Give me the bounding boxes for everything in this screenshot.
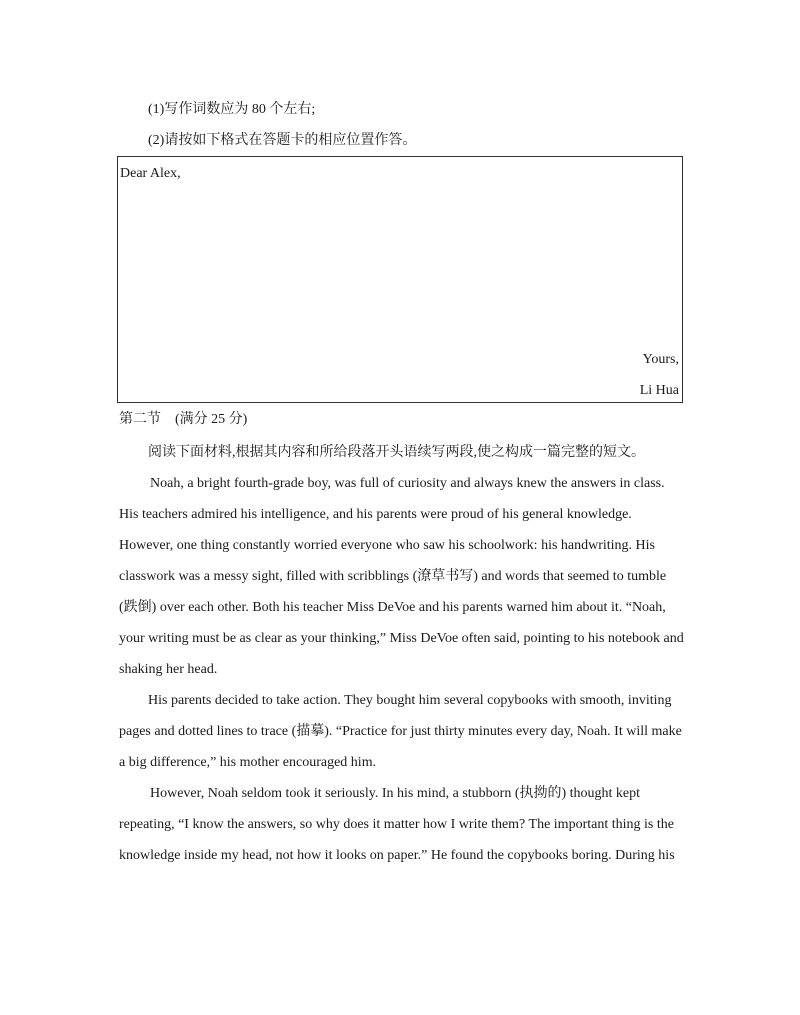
letter-greeting: Dear Alex, bbox=[120, 166, 181, 181]
requirement-format: (2)请按如下格式在答题卡的相应位置作答。 bbox=[148, 133, 417, 148]
story-line: a big difference,” his mother encouraged him. bbox=[119, 755, 377, 770]
story-line: His parents decided to take action. They bought him several copybooks with smooth, inviting bbox=[148, 693, 672, 708]
story-line: your writing must be as clear as your thinking,” Miss DeVoe often said, pointing to his notebook and bbox=[119, 631, 684, 646]
section-instruction: 阅读下面材料,根据其内容和所给段落开头语续写两段,使之构成一篇完整的短文。 bbox=[148, 445, 645, 460]
requirement-word-count: (1)写作词数应为 80 个左右; bbox=[148, 102, 316, 117]
letter-closing: Yours, bbox=[642, 352, 679, 367]
story-line: Noah, a bright fourth-grade boy, was full of curiosity and always knew the answers in class. bbox=[150, 476, 665, 491]
letter-signature: Li Hua bbox=[639, 383, 679, 398]
story-line: knowledge inside my head, not how it looks on paper.” He found the copybooks boring. During his bbox=[119, 848, 675, 863]
story-line: classwork was a messy sight, filled with scribblings (潦草书写) and words that seemed to tumble bbox=[119, 569, 667, 584]
story-line: However, one thing constantly worried everyone who saw his schoolwork: his handwriting. His bbox=[119, 538, 656, 553]
story-line: shaking her head. bbox=[119, 662, 218, 677]
story-line: repeating, “I know the answers, so why does it matter how I write them? The important thing is the bbox=[119, 817, 674, 832]
story-line: His teachers admired his intelligence, and his parents were proud of his general knowledge. bbox=[119, 507, 632, 522]
story-line: However, Noah seldom took it seriously. In his mind, a stubborn (执拗的) thought kept bbox=[150, 786, 641, 801]
story-line: pages and dotted lines to trace (描摹). “Practice for just thirty minutes every day, Noah. It will make bbox=[119, 724, 682, 739]
story-line: (跌倒) over each other. Both his teacher Miss DeVoe and his parents warned him about it. “Noah, bbox=[119, 600, 666, 615]
section-title: 第二节 (满分 25 分) bbox=[119, 412, 248, 427]
letter-template-box bbox=[117, 156, 683, 403]
